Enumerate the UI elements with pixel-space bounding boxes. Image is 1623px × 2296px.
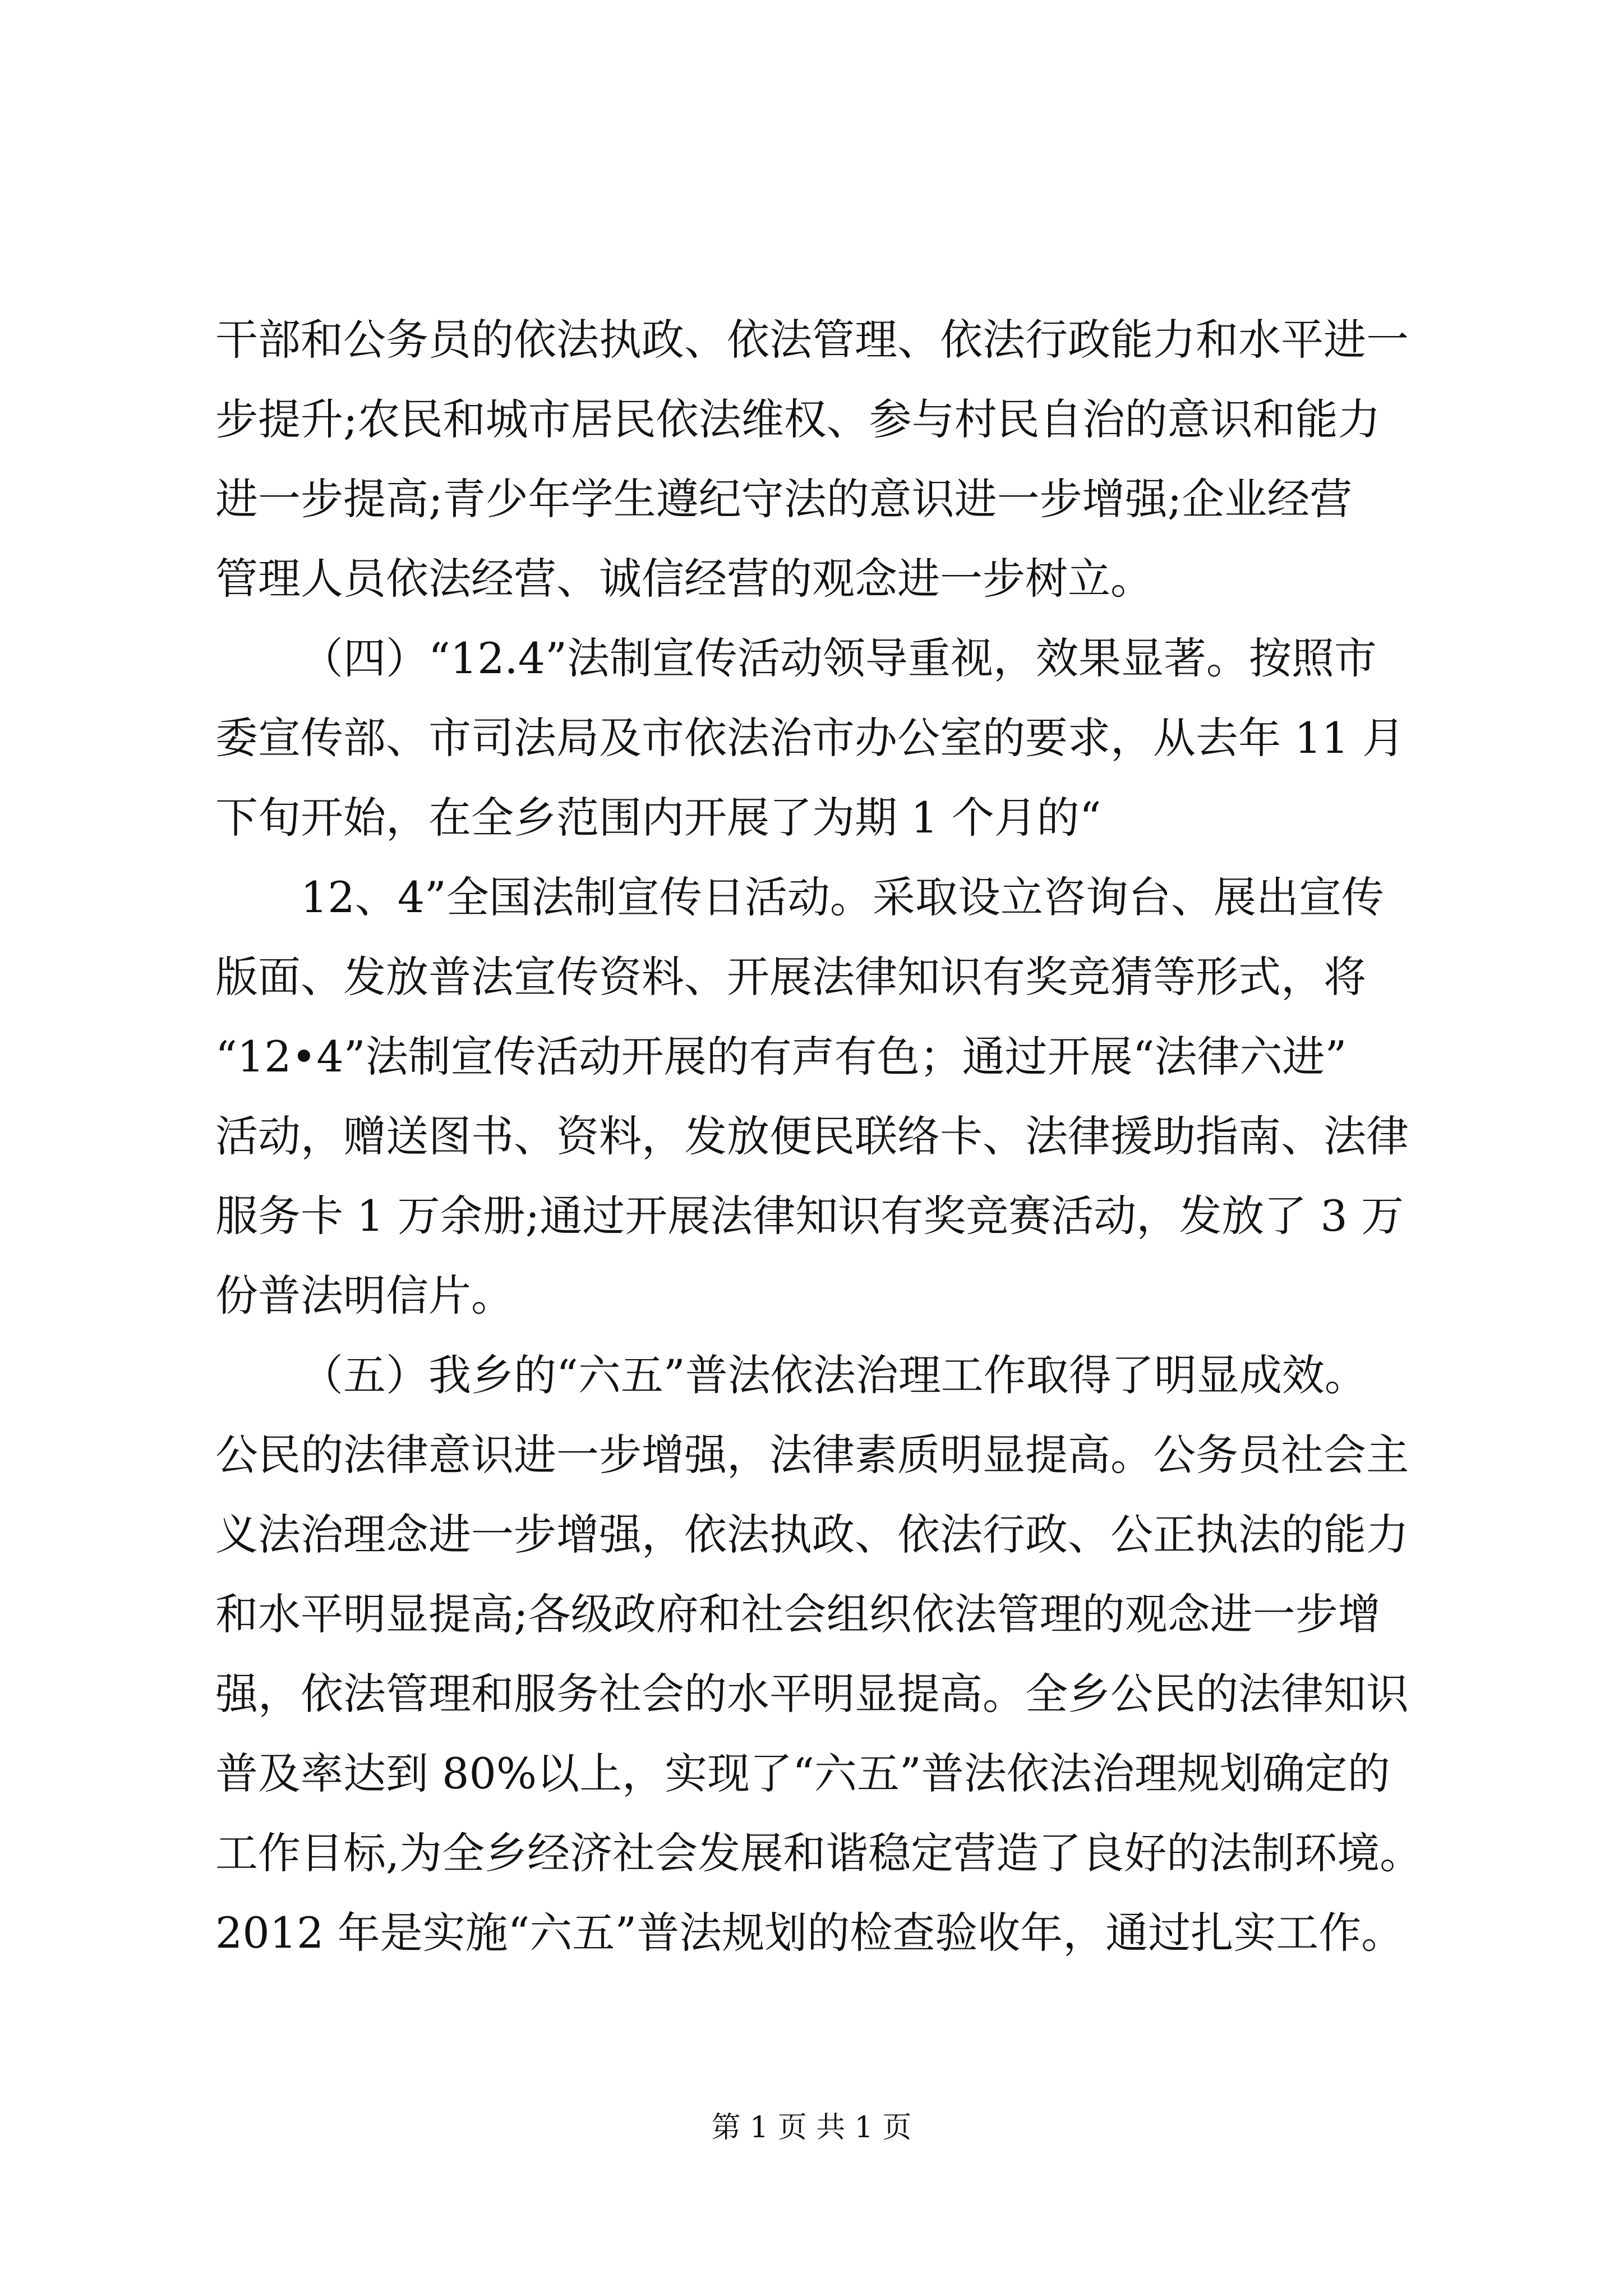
body-line-20: 工作目标,为全乡经济社会发展和谐稳定营造了良好的法制环境。 [215, 1828, 1423, 1878]
body-line-18: 强，依法管理和服务社会的水平明显提高。全乡公民的法律知识 [215, 1669, 1409, 1719]
body-line-3: 进一步提高;青少年学生遵纪守法的意识进一步增强;企业经营 [215, 474, 1353, 524]
body-line-17: 和水平明显提高;各级政府和社会组织依法管理的观念进一步增 [215, 1589, 1381, 1639]
body-line-7: 下旬开始，在全乡范围内开展了为期 1 个月的“ [215, 793, 1101, 843]
body-line-9: 版面、发放普法宣传资料、开展法律知识有奖竞猜等形式，将 [215, 952, 1366, 1002]
body-line-1: 干部和公务员的依法执政、依法管理、依法行政能力和水平进一 [215, 315, 1409, 365]
body-line-14: （五）我乡的“六五”普法依法治理工作取得了明显成效。 [301, 1350, 1367, 1400]
body-line-11: 活动，赠送图书、资料，发放便民联络卡、法律援助指南、法律 [215, 1111, 1409, 1161]
body-line-6: 委宣传部、市司法局及市依法治市办公室的要求，从去年 11 月 [215, 713, 1405, 763]
body-line-2: 步提升;农民和城市居民依法维权、参与村民自治的意识和能力 [215, 394, 1381, 444]
page-footer: 第 1 页 共 1 页 [711, 2111, 912, 2145]
body-line-8: 12、4”全国法制宣传日活动。采取设立咨询台、展出宣传 [301, 872, 1384, 922]
body-line-15: 公民的法律意识进一步增强，法律素质明显提高。公务员社会主 [215, 1430, 1409, 1480]
body-line-10: “12•4”法制宣传活动开展的有声有色；通过开展“法律六进” [215, 1032, 1347, 1082]
body-line-19: 普及率达到 80%以上，实现了“六五”普法依法治理规划确定的 [215, 1749, 1390, 1798]
body-line-21: 2012 年是实施“六五”普法规划的检查验收年，通过扎实工作。 [215, 1908, 1404, 1958]
body-line-12: 服务卡 1 万余册;通过开展法律知识有奖竞赛活动，发放了 3 万 [215, 1191, 1404, 1241]
body-line-5: （四）“12.4”法制宣传活动领导重视，效果显著。按照市 [301, 633, 1377, 683]
body-line-13: 份普法明信片。 [215, 1271, 514, 1320]
body-line-16: 义法治理念进一步增强，依法执政、依法行政、公正执法的能力 [215, 1510, 1409, 1559]
body-line-4: 管理人员依法经营、诚信经营的观念进一步树立。 [215, 554, 1153, 604]
